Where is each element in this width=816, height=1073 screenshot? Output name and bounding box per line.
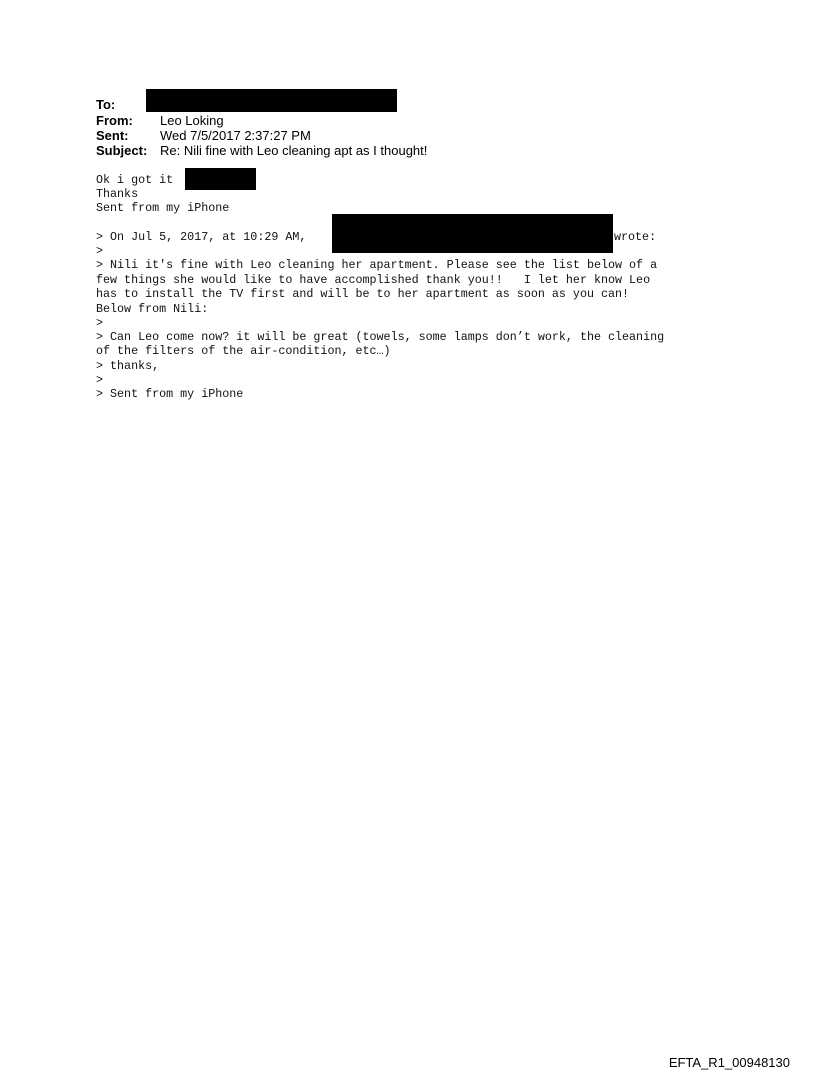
quoted-line: > — [96, 244, 104, 258]
quoted-line: > Sent from my iPhone — [96, 387, 244, 401]
subject-value: Re: Nili fine with Leo cleaning apt as I thought! — [160, 143, 428, 158]
quoted-attribution-prefix: > On Jul 5, 2017, at 10:29 AM, — [96, 230, 307, 244]
quoted-line: > — [96, 316, 104, 330]
redaction-box-recipient — [146, 89, 397, 112]
redaction-box-body — [185, 168, 256, 190]
quoted-line: > — [96, 373, 104, 387]
quoted-line: few things she would like to have accomplished thank you!! I let her know Leo — [96, 273, 651, 287]
redaction-box-sender — [332, 214, 613, 253]
quoted-line: > Nili it's fine with Leo cleaning her apartment. Please see the list below of a — [96, 258, 658, 272]
quoted-line: Below from Nili: — [96, 302, 209, 316]
quoted-line: > Can Leo come now? it will be great (towels, some lamps don’t work, the cleaning — [96, 330, 665, 344]
quoted-attribution-suffix: wrote: — [614, 230, 657, 244]
quoted-line: of the filters of the air-condition, etc…) — [96, 344, 391, 358]
quoted-line: > thanks, — [96, 359, 160, 373]
subject-label: Subject: — [96, 143, 148, 158]
reply-line-2: Thanks — [96, 187, 139, 201]
sent-value: Wed 7/5/2017 2:37:27 PM — [160, 128, 311, 143]
from-label: From: — [96, 113, 133, 128]
reply-line-1: Ok i got it — [96, 173, 174, 187]
to-label: To: — [96, 97, 116, 112]
from-value: Leo Loking — [160, 113, 224, 128]
sent-label: Sent: — [96, 128, 129, 143]
reply-line-3: Sent from my iPhone — [96, 201, 230, 215]
document-id: EFTA_R1_00948130 — [668, 1055, 790, 1070]
quoted-line: has to install the TV first and will be to her apartment as soon as you can! — [96, 287, 630, 301]
